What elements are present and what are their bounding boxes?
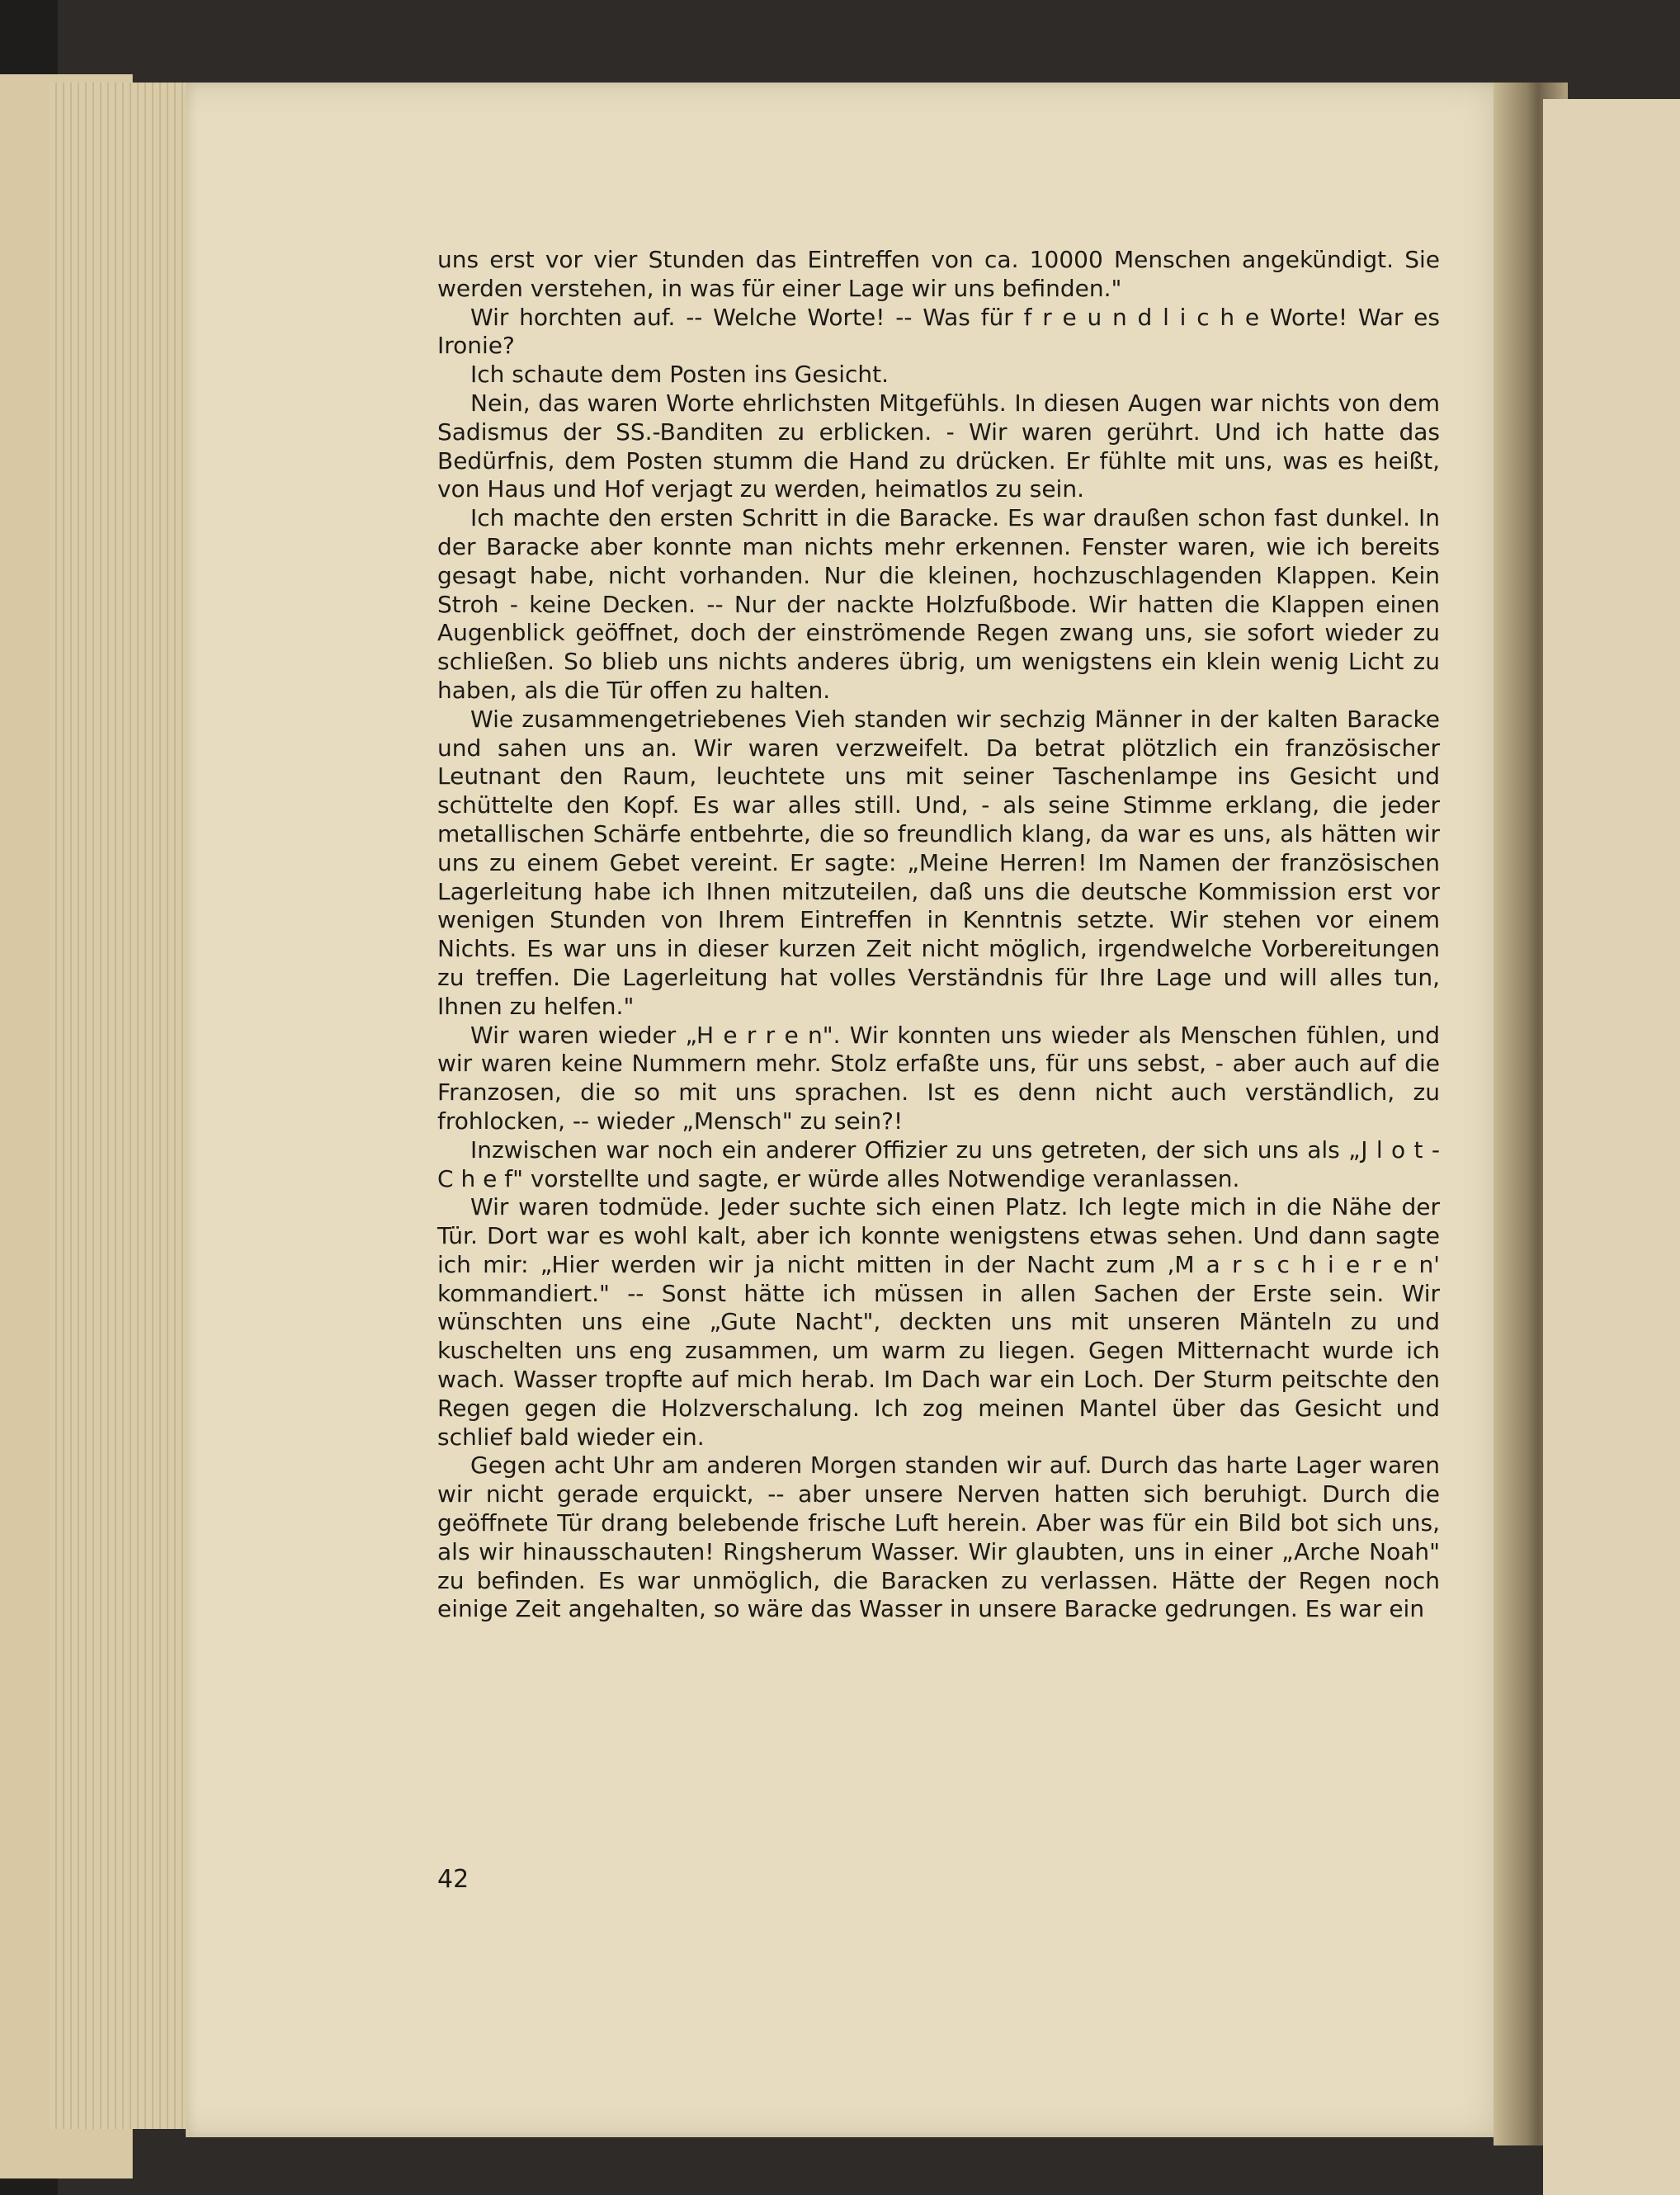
paragraph: Wir horchten auf. -- Welche Worte! -- Was für f r e u n d l i c h e Worte! War es Ironie? [437,303,1440,360]
paragraph: Gegen acht Uhr am anderen Morgen standen wir auf. Durch das harte Lager waren wir nicht gerade erquickt, -- aber unsere Nerven hatten sich beruhigt. Durch die geöffnete Tür drang belebende frische Luft herein. Aber was für ein Bild bot sich uns, als wir hinausschauten! Ringsherum Wasser. Wir glaubten, uns in einer „Arche Noah" zu befinden. Es war unmöglich, die Baracken zu verlassen. Hätte der Regen noch einige Zeit angehalten, so wäre das Wasser in unsere Baracke gedrungen. Es war ein [437,1452,1440,1623]
paragraph: Inzwischen war noch ein anderer Offizier zu uns getreten, der sich uns als „J l o t - C h e f" vorstellte und sagte, er würde alles Notwendige veranlassen. [437,1135,1440,1192]
paragraph: uns erst vor vier Stunden das Eintreffen von ca. 10000 Menschen angekündigt. Sie werden verstehen, in was für einer Lage wir uns befinden." [437,246,1440,302]
paragraph: Wie zusammengetriebenes Vieh standen wir sechzig Männer in der kalten Baracke und sahen uns an. Wir waren verzweifelt. Da betrat plötzlich ein französischer Leutnant den Raum, leuchtete uns mit seiner Taschenlampe ins Gesicht und schüttelte den Kopf. Es war alles still. Und, - als seine Stimme erklang, die jeder metallischen Schärfe entbehrte, die so freundlich klang, da war es uns, als hätten wir uns zu einem Gebet vereint. Er sagte: „Meine Herren! Im Namen der französischen Lagerleitung habe ich Ihnen mitzuteilen, daß uns die deutsche Kommission erst vor wenigen Stunden von Ihrem Eintreffen in Kenntnis setzte. Wir stehen vor einem Nichts. Es war uns in dieser kurzen Zeit nicht möglich, irgendwelche Vorbereitungen zu treffen. Die Lagerleitung hat volles Verständnis für Ihre Lage und will alles tun, Ihnen zu helfen." [437,705,1440,1020]
page-stack-edges [50,83,198,2129]
paragraph: Ich schaute dem Posten ins Gesicht. [470,361,889,389]
paragraph: Ich machte den ersten Schritt in die Baracke. Es war draußen schon fast dunkel. In der Baracke aber konnte man nichts mehr erkennen. Fenster waren, wie ich bereits gesagt habe, nicht vorhanden. Nur die kleinen, hochzuschlagenden Klappen. Kein Stroh - keine Decken. -- Nur der nackte Holzfußbode. Wir hatten die Klappen einen Augenblick geöffnet, doch der einströmende Regen zwang uns, sie sofort wieder zu schließen. So blieb uns nichts anderes übrig, um wenigstens ein klein wenig Licht zu haben, als die Tür offen zu halten. [437,504,1440,704]
page-number: 42 [437,1865,470,1894]
paragraph: Wir waren todmüde. Jeder suchte sich einen Platz. Ich legte mich in die Nähe der Tür. Dort war es wohl kalt, aber ich konnte wenigstens etwas sehen. Und dann sagte ich mir: „Hier werden wir ja nicht mitten in der Nacht zum ‚M a r s c h i e r e n' kommandiert." -- Sonst hätte ich müssen in allen Sachen der Erste sein. Wir wünschten uns eine „Gute Nacht", deckten uns mit unseren Mänteln zu und kuschelten uns eng zusammen, um warm zu liegen. Gegen Mitternacht wurde ich wach. Wasser tropfte auf mich herab. Im Dach war ein Loch. Der Sturm peitschte den Regen gegen die Holzverschalung. Ich zog meinen Mantel über das Gesicht und schlief bald wieder ein. [437,1193,1440,1451]
right-page [1543,99,1680,2195]
left-page-body [437,246,1440,1839]
paragraph: Wir waren wieder „H e r r e n". Wir konnten uns wieder als Menschen fühlen, und wir waren keine Nummern mehr. Stolz erfaßte uns, für uns sebst, - aber auch auf die Franzosen, die so mit uns sprachen. Ist es denn nicht auch verständlich, zu frohlocken, -- wieder „Mensch" zu sein?! [437,1021,1440,1135]
paragraph: Nein, das waren Worte ehrlichsten Mitgefühls. In diesen Augen war nichts von dem Sadismus der SS.-Banditen zu erblicken. - Wir waren gerührt. Und ich hatte das Bedürfnis, dem Posten stumm die Hand zu drücken. Er fühlte mit uns, was es heißt, von Haus und Hof verjagt zu werden, heimatlos zu sein. [437,389,1440,503]
